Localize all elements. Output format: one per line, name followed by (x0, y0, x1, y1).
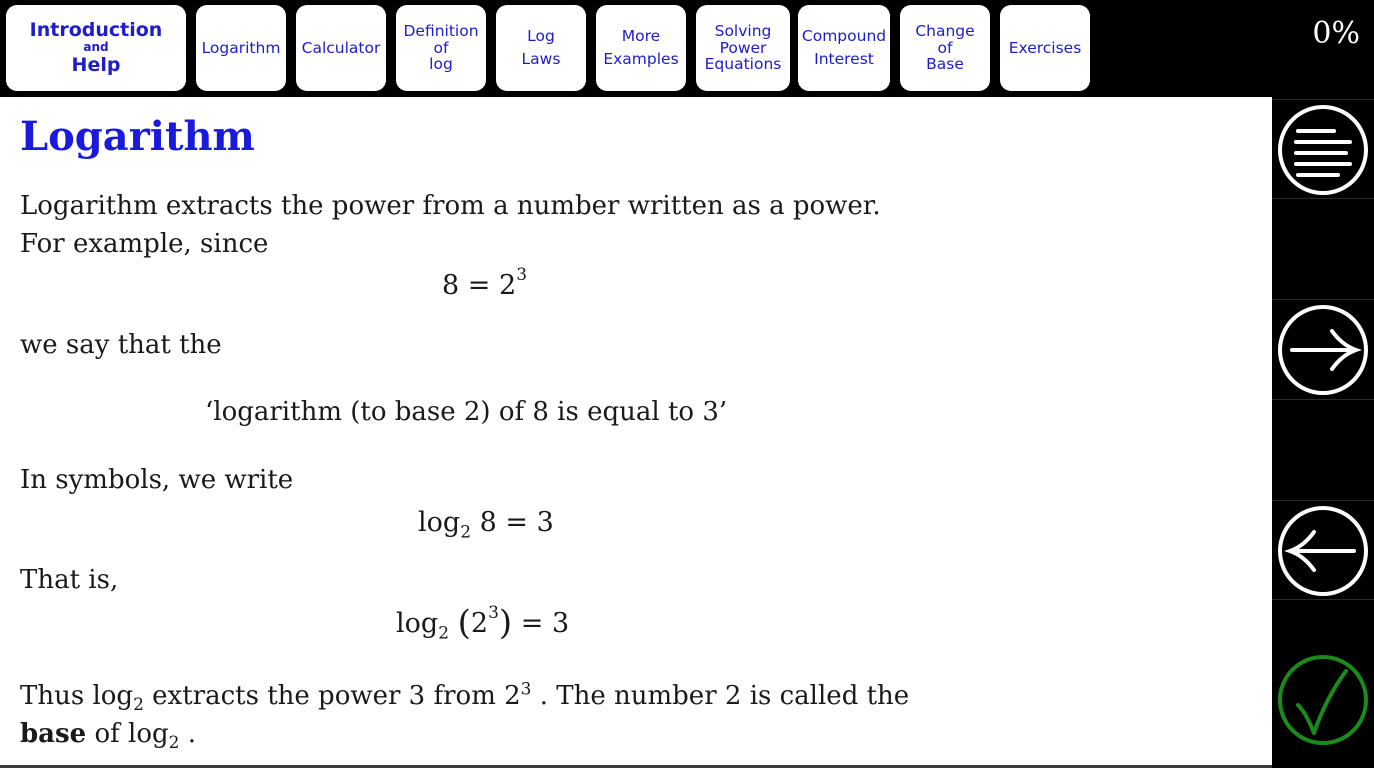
paragraph-line: we say that the (20, 330, 222, 360)
math-token: 8 (442, 270, 460, 301)
tab-definition-of-log[interactable] (396, 5, 486, 91)
text-run: of log (86, 719, 169, 749)
divider (1272, 99, 1374, 100)
tab-label-line: of (433, 38, 449, 57)
paragraph-line: That is, (20, 565, 119, 595)
tab-label-line: Interest (814, 50, 874, 68)
text-run: Thus log (20, 681, 134, 711)
divider (1272, 500, 1374, 501)
right-sidebar (1272, 97, 1374, 768)
math-token: 2 (470, 608, 489, 639)
tab-label-line: Introduction (29, 18, 163, 41)
close-paren: ) (498, 603, 513, 643)
tab-label-line: Help (71, 53, 121, 76)
tab-label-line: log (429, 55, 453, 74)
math-token: = (505, 507, 529, 538)
top-nav-bar (0, 0, 1374, 97)
math-exponent: 3 (520, 679, 532, 700)
arrow-left-icon (1276, 504, 1370, 598)
paragraph-line: In symbols, we write (20, 465, 294, 495)
math-token: = (520, 608, 544, 639)
divider (1272, 299, 1374, 300)
menu-icon (1276, 103, 1370, 197)
math-token: log (396, 608, 439, 639)
math-token: 8 (479, 507, 497, 538)
math-subscript: 2 (133, 695, 144, 716)
next-page-button[interactable] (1274, 301, 1372, 399)
tab-label-line: Log (527, 27, 555, 46)
paragraph-line (20, 679, 910, 716)
text-run: extracts the power 3 from 2 (143, 681, 521, 711)
math-subscript: 2 (460, 522, 472, 543)
open-paren: ( (457, 603, 471, 643)
tab-label-line: of (937, 38, 953, 57)
math-subscript: 2 (438, 623, 450, 644)
paragraph-line (20, 719, 196, 754)
arrow-right-icon (1276, 303, 1370, 397)
menu-button[interactable] (1274, 101, 1372, 199)
paragraph-line: Logarithm extracts the power from a number written as a power. (20, 191, 881, 221)
tab-label-line: and (83, 40, 109, 55)
bold-term: base (20, 719, 87, 749)
tab-label-line: Base (926, 55, 964, 74)
previous-page-button[interactable] (1274, 502, 1372, 600)
tab-label-line: Exercises (1008, 38, 1082, 57)
tab-solving-power-equations[interactable] (696, 5, 790, 91)
equation-eight-equals-two-cubed (442, 265, 528, 301)
tab-change-of-base[interactable] (900, 5, 990, 91)
page-title: Logarithm (20, 113, 255, 160)
tab-label-line: Examples (603, 50, 679, 68)
check-answer-button[interactable] (1274, 651, 1372, 749)
tab-logarithm[interactable] (196, 5, 286, 91)
paragraph-line: For example, since (20, 229, 269, 259)
progress-indicator: 0% (1312, 16, 1360, 51)
tab-label-line: Laws (521, 50, 561, 68)
equation-log2-of-two-cubed-equals-3 (396, 601, 570, 644)
tab-label-line: Compound (801, 27, 887, 46)
tab-exercises[interactable] (1000, 5, 1090, 91)
math-token: log (418, 507, 461, 538)
equation-log2-8-equals-3 (418, 507, 554, 543)
math-token: 2 (499, 270, 517, 301)
tab-more-examples[interactable] (596, 5, 686, 91)
math-token: 3 (551, 608, 570, 639)
tab-label-line: Power (719, 38, 767, 57)
math-exponent: 3 (516, 265, 528, 285)
tab-label-line: Solving (714, 21, 772, 40)
math-token: = (467, 270, 491, 301)
divider (1272, 399, 1374, 400)
divider (1272, 599, 1374, 600)
tab-log-laws[interactable] (496, 5, 586, 91)
quoted-statement: ‘logarithm (to base 2) of 8 is equal to 3’ (205, 397, 728, 427)
math-exponent: 3 (488, 603, 499, 623)
divider (1272, 198, 1374, 199)
tab-label-line: Definition (403, 21, 479, 40)
tab-introduction-and-help[interactable] (6, 5, 186, 91)
tab-label-line: Logarithm (201, 38, 281, 57)
content-panel (0, 97, 1272, 765)
text-run: . The number 2 is called the (531, 681, 910, 711)
tab-label-line: More (621, 27, 661, 46)
math-subscript: 2 (168, 733, 180, 754)
text-run: . (179, 719, 196, 749)
tab-label-line: Equations (704, 55, 782, 74)
math-token: 3 (536, 507, 554, 538)
tab-compound-interest[interactable] (798, 5, 890, 91)
tab-label-line: Calculator (301, 38, 381, 57)
tab-label-line: Change (915, 21, 975, 40)
tab-calculator[interactable] (296, 5, 386, 91)
check-icon (1276, 653, 1370, 747)
